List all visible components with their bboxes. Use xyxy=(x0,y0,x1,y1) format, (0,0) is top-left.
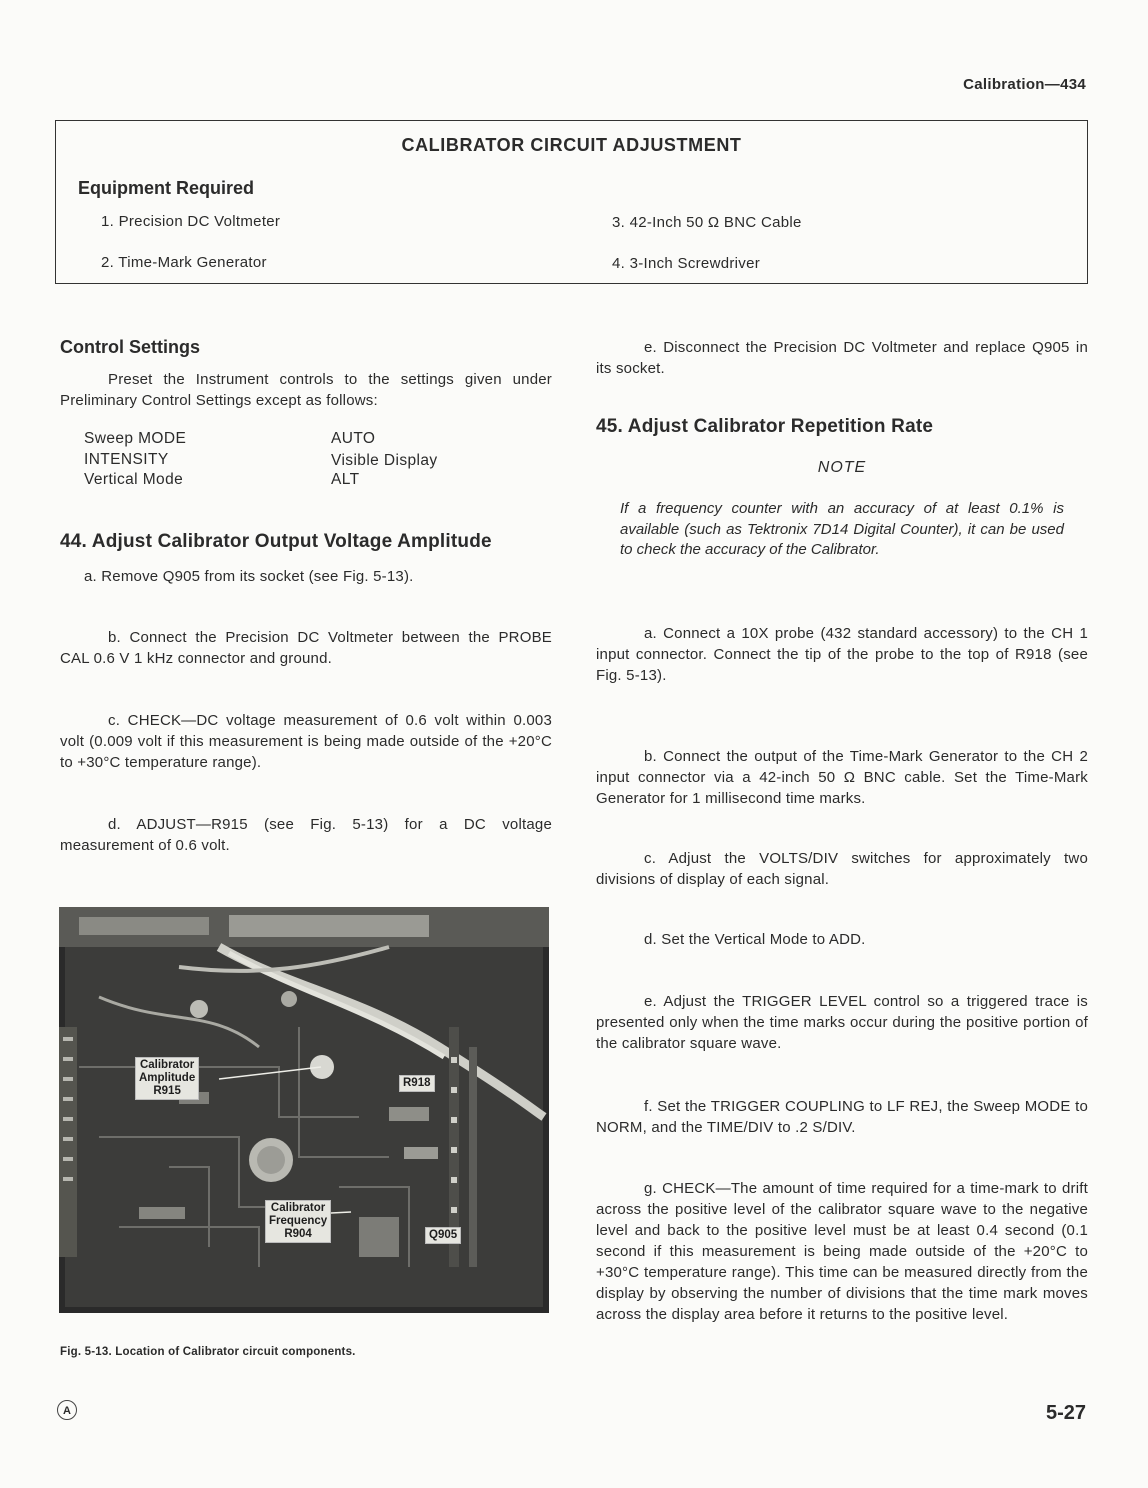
section-title: CALIBRATOR CIRCUIT ADJUSTMENT xyxy=(401,135,742,155)
step-45c: c. Adjust the VOLTS/DIV switches for approximately two divisions of display of each signal. xyxy=(596,850,1088,888)
step-44a: a. Remove Q905 from its socket (see Fig. 5-13). xyxy=(84,568,414,585)
figure-caption: Fig. 5-13. Location of Calibrator circuit components. xyxy=(60,1346,356,1358)
step-44b: b. Connect the Precision DC Voltmeter between the PROBE CAL 0.6 V 1 kHz connector and ground. xyxy=(60,629,552,667)
setting-value: AUTO xyxy=(331,430,376,447)
label-r918: R918 xyxy=(399,1075,435,1092)
step-44-heading: 44. Adjust Calibrator Output Voltage Amplitude xyxy=(60,531,492,552)
step-45d: d. Set the Vertical Mode to ADD. xyxy=(644,931,866,948)
equipment-item: 2. Time-Mark Generator xyxy=(101,254,267,271)
note-body: If a frequency counter with an accuracy of at least 0.1% is available (such as Tektronix 7D14 Digital Counter), it can be used to check the accuracy of the Calibrator. xyxy=(620,500,1064,558)
control-settings-intro: Preset the Instrument controls to the settings given under Preliminary Control Settings except as follows: xyxy=(60,371,552,409)
label-line: Amplitude xyxy=(139,1072,196,1084)
label-line: Calibrator xyxy=(270,1202,326,1214)
step-45b: b. Connect the output of the Time-Mark Generator to the CH 2 input connector via a 42-inch 50 Ω BNC cable. Set the Time-Mark Generator for 1 millisecond time marks. xyxy=(596,748,1088,807)
label-q905: Q905 xyxy=(425,1227,461,1244)
step-45e: e. Adjust the TRIGGER LEVEL control so a triggered trace is presented only when the time marks occur during the positive portion of the calibrator square wave. xyxy=(596,993,1088,1052)
equipment-item: 4. 3-Inch Screwdriver xyxy=(612,255,761,272)
note-title: NOTE xyxy=(817,459,867,476)
equipment-subheading: Equipment Required xyxy=(78,178,255,198)
setting-name: INTENSITY xyxy=(84,451,169,468)
step-45-heading: 45. Adjust Calibrator Repetition Rate xyxy=(596,416,934,437)
equipment-item: 1. Precision DC Voltmeter xyxy=(101,213,281,230)
step-45a: a. Connect a 10X probe (432 standard accessory) to the CH 1 input connector. Connect the tip of the probe to the top of R918 (see Fig. 5-13). xyxy=(596,625,1088,684)
setting-name: Sweep MODE xyxy=(84,430,187,447)
control-settings-heading: Control Settings xyxy=(60,337,200,357)
step-44e: e. Disconnect the Precision DC Voltmeter and replace Q905 in its socket. xyxy=(596,339,1088,377)
setting-name: Vertical Mode xyxy=(84,471,184,488)
step-44d: d. ADJUST—R915 (see Fig. 5-13) for a DC voltage measurement of 0.6 volt. xyxy=(60,816,552,854)
setting-value: Visible Display xyxy=(331,452,438,469)
step-44c: c. CHECK—DC voltage measurement of 0.6 volt within 0.003 volt (0.009 volt if this measurement is being made outside of the +20°C to +30°C temperature range). xyxy=(60,712,552,771)
label-calibrator-amplitude xyxy=(135,1057,199,1100)
label-line: Calibrator xyxy=(139,1059,195,1071)
step-45f: f. Set the TRIGGER COUPLING to LF REJ, the Sweep MODE to NORM, and the TIME/DIV to .2 S/DIV. xyxy=(596,1098,1088,1136)
step-45g: g. CHECK—The amount of time required for a time-mark to drift across the positive level of the calibrator square wave to the negative level and back to the positive level must be at least 0.4 second (0.1 second if this measurement is being made outside of the +20°C to +30°C temperature range). This time can be measured directly from the display by observing the number of divisions that the time mark moves across the display area before it returns to the positive level. xyxy=(596,1180,1088,1323)
label-line: Frequency xyxy=(269,1215,328,1227)
equipment-required-box xyxy=(55,120,1088,284)
circuit-board-image xyxy=(59,907,549,1313)
circuit-board-photo xyxy=(59,907,549,1313)
label-line: R904 xyxy=(284,1228,312,1240)
label-calibrator-frequency xyxy=(265,1200,331,1243)
publisher-mark-icon: A xyxy=(57,1400,77,1420)
page-number: 5-27 xyxy=(1045,1402,1086,1424)
page-header-title: Calibration—434 xyxy=(963,76,1086,93)
setting-value: ALT xyxy=(331,471,360,488)
label-line: R915 xyxy=(153,1085,181,1097)
equipment-item: 3. 42-Inch 50 Ω BNC Cable xyxy=(612,214,802,231)
